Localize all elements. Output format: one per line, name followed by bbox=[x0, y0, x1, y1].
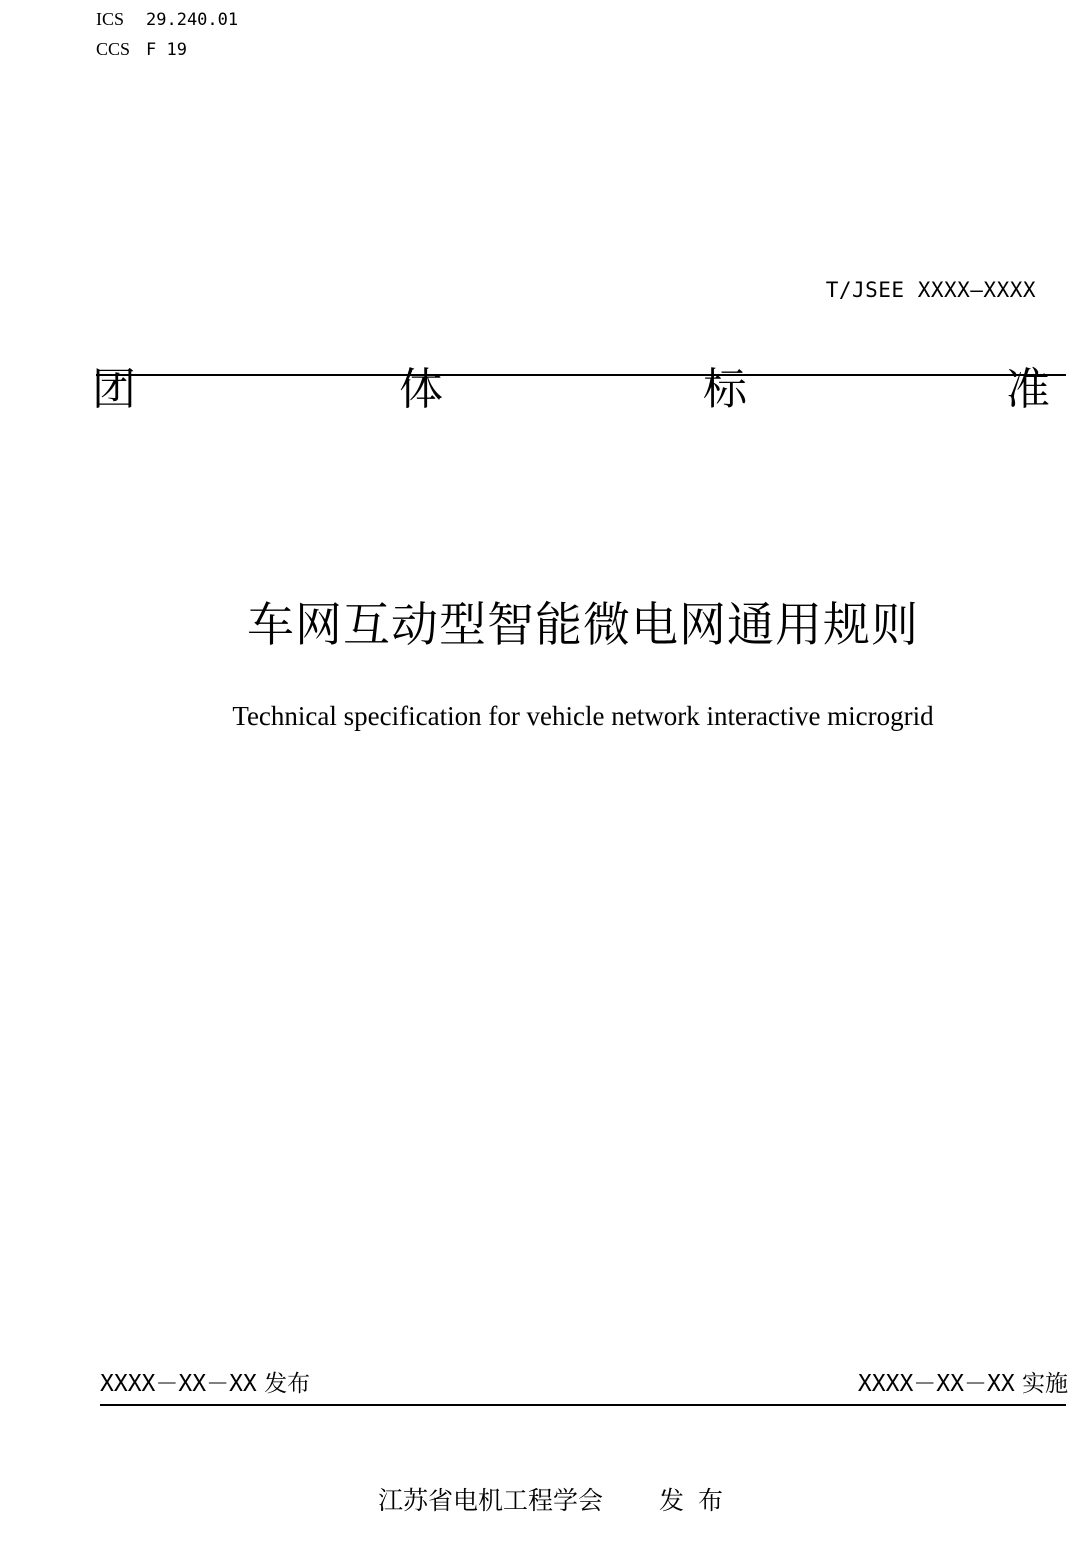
publish-date-value: XXXX－XX－XX bbox=[100, 1371, 257, 1397]
publisher-action: 发布 bbox=[659, 1486, 738, 1515]
ccs-code-line bbox=[96, 38, 187, 61]
standard-type-char: 团 bbox=[92, 364, 136, 415]
ccs-label: CCS bbox=[96, 39, 131, 59]
publish-date-suffix: 发布 bbox=[264, 1371, 311, 1397]
implement-date-suffix: 实施 bbox=[1022, 1371, 1068, 1397]
ccs-value: F 19 bbox=[146, 40, 187, 60]
publisher-organization: 江苏省电机工程学会 bbox=[378, 1486, 604, 1515]
date-bar bbox=[100, 1366, 1066, 1406]
document-title-chinese: 车网互动型智能微电网通用规则 bbox=[247, 598, 919, 653]
standard-type-char: 准 bbox=[1006, 364, 1050, 415]
ics-value: 29.240.01 bbox=[146, 10, 239, 30]
standard-type-char: 体 bbox=[399, 364, 443, 415]
standard-type-char: 标 bbox=[703, 364, 747, 415]
ics-code-line bbox=[96, 8, 238, 31]
publisher-footer bbox=[378, 1483, 737, 1519]
document-title-english: Technical specification for vehicle network interactive microgrid bbox=[232, 701, 934, 731]
ics-label: ICS bbox=[96, 9, 125, 29]
standard-number: T/JSEE XXXX—XXXX bbox=[825, 278, 1036, 302]
standard-type-rule bbox=[96, 374, 1066, 376]
implement-date-value: XXXX－XX－XX bbox=[857, 1371, 1015, 1397]
implement-date bbox=[858, 1366, 1068, 1402]
publish-date bbox=[100, 1366, 310, 1402]
